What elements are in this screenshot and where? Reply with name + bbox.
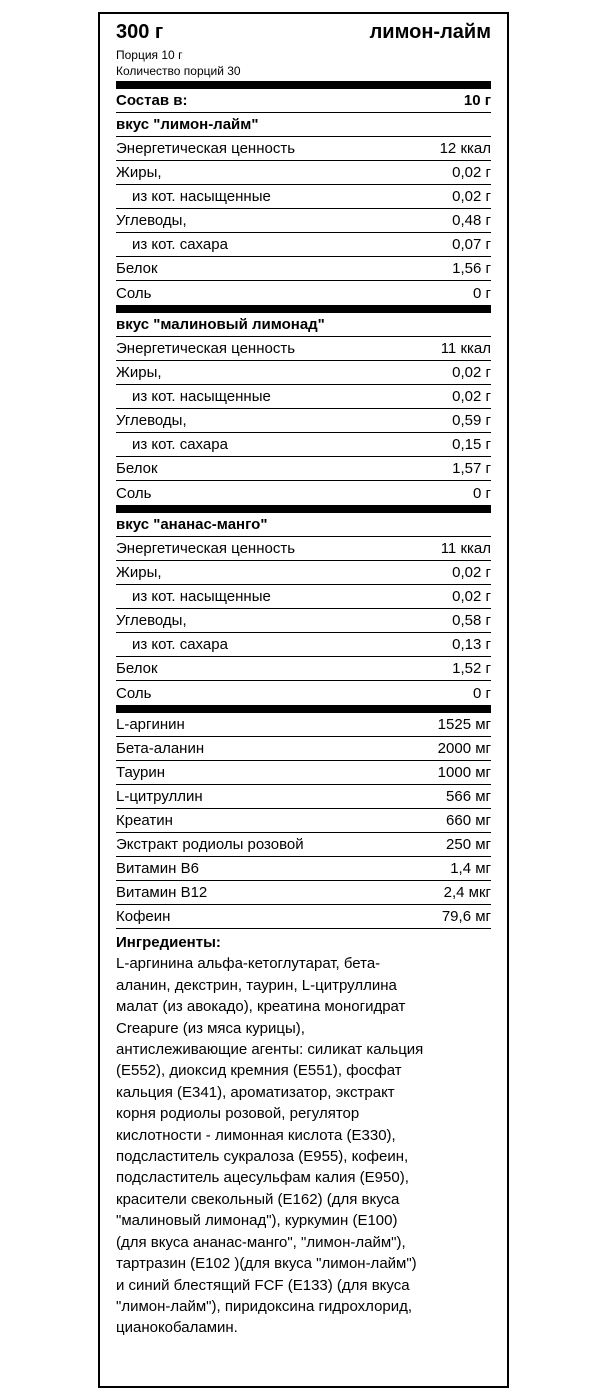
active-name: Бета-аланин (116, 740, 205, 757)
nutrient-name: Соль (116, 485, 152, 502)
nutrient-name: Жиры, (116, 164, 162, 181)
ingredients-line: антислеживающие агенты: силикат кальция (116, 1041, 424, 1059)
nutrient-value: 0,02 г (452, 164, 491, 181)
nutrient-name: Жиры, (116, 564, 162, 581)
nutrient-value: 12 ккал (439, 140, 491, 157)
nutrient-value: 0 г (473, 285, 491, 302)
nutrient-name: Соль (116, 685, 152, 702)
active-ingredient-row (116, 737, 491, 761)
active-value: 566 мг (446, 788, 491, 805)
active-value: 1000 мг (437, 764, 491, 781)
active-ingredient-row (116, 761, 491, 785)
label-header (116, 14, 491, 47)
active-name: Креатин (116, 812, 173, 829)
nutrient-name: из кот. сахара (132, 236, 228, 253)
thick-divider (116, 505, 491, 513)
nutrient-name: Углеводы, (116, 212, 187, 229)
thick-divider (116, 705, 491, 713)
nutrition-label (98, 12, 509, 1388)
nutrient-name: Энергетическая ценность (116, 340, 296, 357)
nutrient-value: 0 г (473, 485, 491, 502)
active-value: 250 мг (446, 836, 491, 853)
active-value: 660 мг (446, 812, 491, 829)
nutrient-value: 1,52 г (452, 660, 491, 677)
ingredients-line: L-аргинина альфа-кетоглутарат, бета- (116, 955, 381, 973)
nutrient-row (116, 481, 491, 505)
active-value: 2000 мг (437, 740, 491, 757)
nutrient-name: из кот. насыщенные (132, 188, 271, 205)
nutrient-value: 0,02 г (452, 564, 491, 581)
flavor-title: вкус "ананас-манго" (116, 513, 491, 537)
nutrient-row (116, 681, 491, 705)
ingredients-text (116, 953, 491, 1338)
active-value: 2,4 мкг (443, 884, 491, 901)
nutrient-row (116, 185, 491, 209)
ingredients-line: и синий блестящий FCF (E133) (для вкуса (116, 1276, 410, 1294)
active-name: Витамин B6 (116, 860, 199, 877)
active-name: L-аргинин (116, 716, 185, 733)
nutrient-value: 0,02 г (452, 388, 491, 405)
flavor-sections (116, 113, 491, 713)
nutrient-value: 1,56 г (452, 260, 491, 277)
actives-table (116, 713, 491, 929)
nutrient-name: из кот. насыщенные (132, 588, 271, 605)
ingredients-line: "лимон-лайм"), пиридоксина гидрохлорид, (116, 1297, 413, 1315)
nutrient-row (116, 609, 491, 633)
active-name: L-цитруллин (116, 788, 203, 805)
ingredients-line: (для вкуса ананас-манго", "лимон-лайм"), (116, 1233, 406, 1251)
nutrient-value: 11 ккал (440, 340, 491, 357)
flavor-name: лимон-лайм (369, 21, 491, 43)
thick-divider (116, 81, 491, 89)
nutrient-row (116, 537, 491, 561)
ingredients-line: кислотности - лимонная кислота (E330), (116, 1126, 396, 1144)
nutrient-row (116, 585, 491, 609)
active-value: 79,6 мг (441, 908, 491, 925)
nutrient-row (116, 385, 491, 409)
nutrient-name: из кот. сахара (132, 436, 228, 453)
nutrient-row (116, 633, 491, 657)
composition-row (116, 89, 491, 113)
nutrient-name: Жиры, (116, 364, 162, 381)
active-ingredient-row (116, 857, 491, 881)
nutrient-name: Энергетическая ценность (116, 540, 296, 557)
active-value: 1525 мг (437, 716, 491, 733)
package-weight: 300 г (116, 21, 164, 43)
nutrient-name: Белок (116, 660, 158, 677)
nutrient-row (116, 409, 491, 433)
serving-size: Порция 10 г (116, 48, 183, 62)
nutrient-row (116, 433, 491, 457)
nutrient-value: 0,13 г (452, 636, 491, 653)
ingredients-line: тартразин (E102 )(для вкуса "лимон-лайм") (116, 1255, 417, 1273)
nutrient-row (116, 281, 491, 305)
ingredients-line: аланин, декстрин, таурин, L-цитруллина (116, 976, 397, 994)
nutrient-row (116, 257, 491, 281)
nutrient-value: 11 ккал (440, 540, 491, 557)
ingredients-line: малат (из авокадо), креатина моногидрат (116, 998, 406, 1016)
ingredients-line: подсластитель сукралоза (E955), кофеин, (116, 1148, 409, 1166)
ingredients-line: "малиновый лимонад"), куркумин (E100) (116, 1212, 398, 1230)
nutrient-value: 0 г (473, 685, 491, 702)
active-value: 1,4 мг (450, 860, 491, 877)
nutrient-row (116, 337, 491, 361)
nutrient-row (116, 209, 491, 233)
active-ingredient-row (116, 713, 491, 737)
nutrient-value: 0,02 г (452, 188, 491, 205)
flavor-title: вкус "малиновый лимонад" (116, 313, 491, 337)
nutrient-row (116, 161, 491, 185)
nutrient-value: 0,07 г (452, 236, 491, 253)
ingredients-line: цианокобаламин. (116, 1319, 238, 1337)
nutrient-value: 0,58 г (452, 612, 491, 629)
nutrient-name: Соль (116, 285, 152, 302)
nutrient-value: 0,48 г (452, 212, 491, 229)
active-name: Экстракт родиолы розовой (116, 836, 304, 853)
ingredients-line: Creapure (из мяса курицы), (116, 1019, 305, 1037)
nutrient-name: из кот. сахара (132, 636, 228, 653)
nutrient-name: из кот. насыщенные (132, 388, 271, 405)
composition-amount: 10 г (463, 92, 491, 109)
active-ingredient-row (116, 833, 491, 857)
active-ingredient-row (116, 809, 491, 833)
ingredients-title: Ингредиенты: (116, 934, 221, 951)
active-name: Кофеин (116, 908, 171, 925)
nutrient-name: Углеводы, (116, 412, 187, 429)
nutrient-row (116, 457, 491, 481)
active-name: Таурин (116, 764, 165, 781)
ingredients-line: кальция (E341), ароматизатор, экстракт (116, 1083, 395, 1101)
ingredients-line: (E552), диоксид кремния (E551), фосфат (116, 1062, 402, 1080)
nutrient-name: Углеводы, (116, 612, 187, 629)
thick-divider (116, 305, 491, 313)
nutrient-row (116, 137, 491, 161)
ingredients-line: корня родиолы розовой, регулятор (116, 1105, 360, 1123)
nutrient-value: 0,02 г (452, 588, 491, 605)
ingredients-line: подсластитель ацесульфам калия (E950), (116, 1169, 409, 1187)
flavor-title: вкус "лимон-лайм" (116, 113, 491, 137)
nutrient-row (116, 233, 491, 257)
active-ingredient-row (116, 905, 491, 929)
nutrient-name: Белок (116, 260, 158, 277)
active-ingredient-row (116, 881, 491, 905)
nutrient-value: 1,57 г (452, 460, 491, 477)
nutrient-row (116, 657, 491, 681)
nutrient-value: 0,59 г (452, 412, 491, 429)
ingredients-block (116, 929, 491, 1339)
nutrient-row (116, 561, 491, 585)
nutrient-row (116, 361, 491, 385)
ingredients-line: красители свекольный (E162) (для вкуса (116, 1190, 400, 1208)
active-name: Витамин B12 (116, 884, 208, 901)
nutrient-name: Энергетическая ценность (116, 140, 296, 157)
label-content (116, 14, 491, 1339)
nutrient-value: 0,02 г (452, 364, 491, 381)
composition-label: Состав в: (116, 92, 188, 109)
servings-count: Количество порций 30 (116, 64, 241, 78)
nutrient-name: Белок (116, 460, 158, 477)
nutrient-value: 0,15 г (452, 436, 491, 453)
active-ingredient-row (116, 785, 491, 809)
